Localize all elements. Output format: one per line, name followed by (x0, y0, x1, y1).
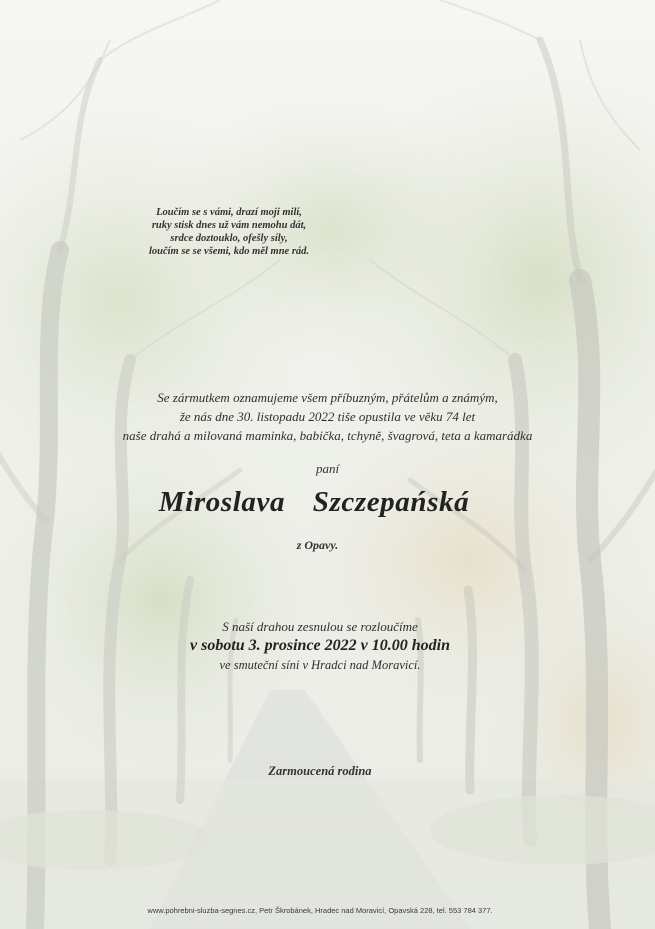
deceased-origin: z Opavy. (296, 538, 339, 552)
poem-line: Loučím se s vámi, drazí moji milí, (156, 207, 302, 218)
ceremony-intro: S naší drahou zesnulou se rozloučíme (222, 619, 418, 634)
signature: Zarmoucená rodina (268, 764, 372, 778)
deceased-name: Miroslava Szczepańská (158, 486, 470, 518)
poem-line: ruky stisk dnes už vám nemohu dát, (151, 220, 307, 231)
death-announcement (60, 388, 595, 445)
funeral-service-footer: www.pohrebni-sluzba-segnes.cz, Petr Škrobánek, Hradec nad Moravicí, Opavská 228, tel. 553 784 377. (147, 906, 493, 915)
poem-line: loučím se se všemi, kdo měl mne rád. (148, 246, 310, 257)
poem-line: srdce doztouklo, ofešly síly, (170, 233, 288, 244)
ceremony-place: ve smuteční síni v Hradci nad Moravicí. (219, 658, 421, 672)
announcement-line: Se zármutkem oznamujeme všem příbuzným, přátelům a známým, (157, 390, 498, 405)
announcement-line: že nás dne 30. listopadu 2022 tiše opustila ve věku 74 let (179, 409, 476, 424)
announcement-line: naše drahá a milovaná maminka, babička, tchyně, švagrová, teta a kamarádka (122, 428, 533, 443)
ceremony-datetime: v sobotu 3. prosince 2022 v 10.00 hodin (189, 637, 450, 654)
deceased-title: paní (315, 461, 340, 476)
farewell-poem (100, 206, 358, 258)
ceremony-info (0, 617, 640, 674)
